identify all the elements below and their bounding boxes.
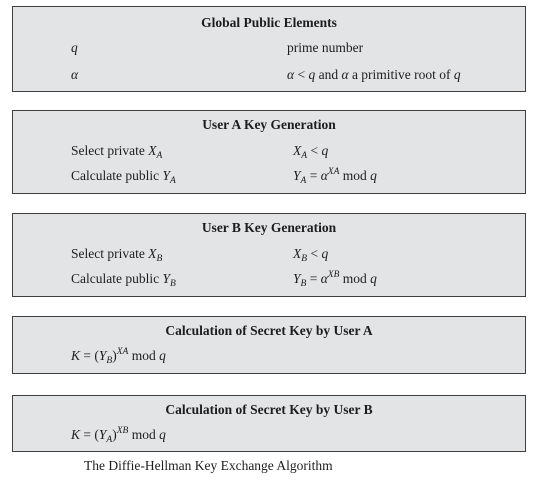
subscript: B [300, 279, 307, 289]
q-var: q [159, 427, 166, 442]
y-var: Y [162, 168, 170, 183]
exponent: XA [327, 167, 340, 177]
user-b-key-generation-panel [12, 213, 526, 297]
q-var: q [370, 168, 377, 183]
mod-text: mod [339, 271, 371, 286]
mod-text: mod [339, 168, 371, 183]
calculate-public-label [71, 168, 176, 184]
y-var: Y [162, 271, 170, 286]
equals: = [306, 271, 321, 286]
alpha-symbol: α [71, 67, 79, 82]
select-private-condition [293, 143, 328, 159]
global-public-elements-panel [12, 6, 526, 92]
exponent: XA [116, 347, 129, 357]
panel-title: Global Public Elements [201, 15, 337, 30]
less-than: < [307, 143, 322, 158]
secret-key-formula [71, 427, 166, 443]
x-var: X [148, 246, 157, 261]
calculate-public-formula [293, 168, 377, 184]
label-text: Calculate public [71, 168, 163, 183]
user-a-key-generation-panel [12, 110, 526, 194]
secret-key-user-b-panel [12, 395, 526, 452]
figure-caption: The Diffie-Hellman Key Exchange Algorithm [84, 458, 333, 473]
select-private-condition [293, 246, 328, 262]
exponent: XB [327, 270, 340, 280]
close-paren: ) [112, 427, 117, 442]
secret-key-formula [71, 348, 166, 364]
q-var: q [308, 67, 316, 82]
subscript: A [169, 176, 176, 186]
alpha-var: α [320, 271, 328, 286]
q-var: q [453, 67, 461, 82]
less-than: < [294, 67, 309, 82]
close-paren: ) [112, 348, 117, 363]
y-var: Y [293, 168, 301, 183]
x-var: X [293, 246, 302, 261]
subscript: A [301, 151, 308, 161]
less-than: < [307, 246, 322, 261]
select-private-label [71, 143, 162, 159]
q-var: q [321, 246, 329, 261]
subscript: A [106, 435, 113, 445]
panel-title: User A Key Generation [202, 117, 336, 132]
mod-text: mod [128, 348, 160, 363]
q-var: q [159, 348, 166, 363]
x-var: X [148, 143, 157, 158]
subscript: B [106, 356, 113, 366]
exponent: XB [116, 426, 129, 436]
secret-key-user-a-panel [12, 316, 526, 374]
calculate-public-formula [293, 271, 377, 287]
calculate-public-label [71, 271, 176, 287]
label-text: Calculate public [71, 271, 163, 286]
k-var: K [71, 427, 81, 442]
y-var: Y [98, 348, 107, 363]
select-private-label [71, 246, 162, 262]
k-var: K [71, 348, 81, 363]
subscript: A [156, 151, 163, 161]
primitive-root-text: a primitive root of [348, 67, 454, 82]
alpha-var: α [320, 168, 328, 183]
q-symbol: q [71, 40, 78, 55]
and-text: and [315, 67, 342, 82]
subscript: B [156, 254, 163, 264]
alpha-var: α [287, 67, 295, 82]
mod-text: mod [128, 427, 160, 442]
q-description: prime number [287, 40, 364, 55]
equals: = [306, 168, 321, 183]
panel-title: Calculation of Secret Key by User B [165, 402, 373, 417]
subscript: B [301, 254, 308, 264]
alpha-var: α [341, 67, 349, 82]
subscript: A [300, 176, 307, 186]
alpha-description [287, 67, 461, 83]
label-text: Select private [71, 143, 149, 158]
x-var: X [293, 143, 302, 158]
y-var: Y [98, 427, 107, 442]
equals-paren: = ( [80, 348, 99, 363]
subscript: B [169, 279, 176, 289]
q-var: q [321, 143, 329, 158]
q-var: q [370, 271, 377, 286]
y-var: Y [293, 271, 301, 286]
panel-title: User B Key Generation [201, 220, 337, 235]
equals-paren: = ( [80, 427, 99, 442]
panel-title: Calculation of Secret Key by User A [165, 323, 373, 338]
label-text: Select private [71, 246, 149, 261]
